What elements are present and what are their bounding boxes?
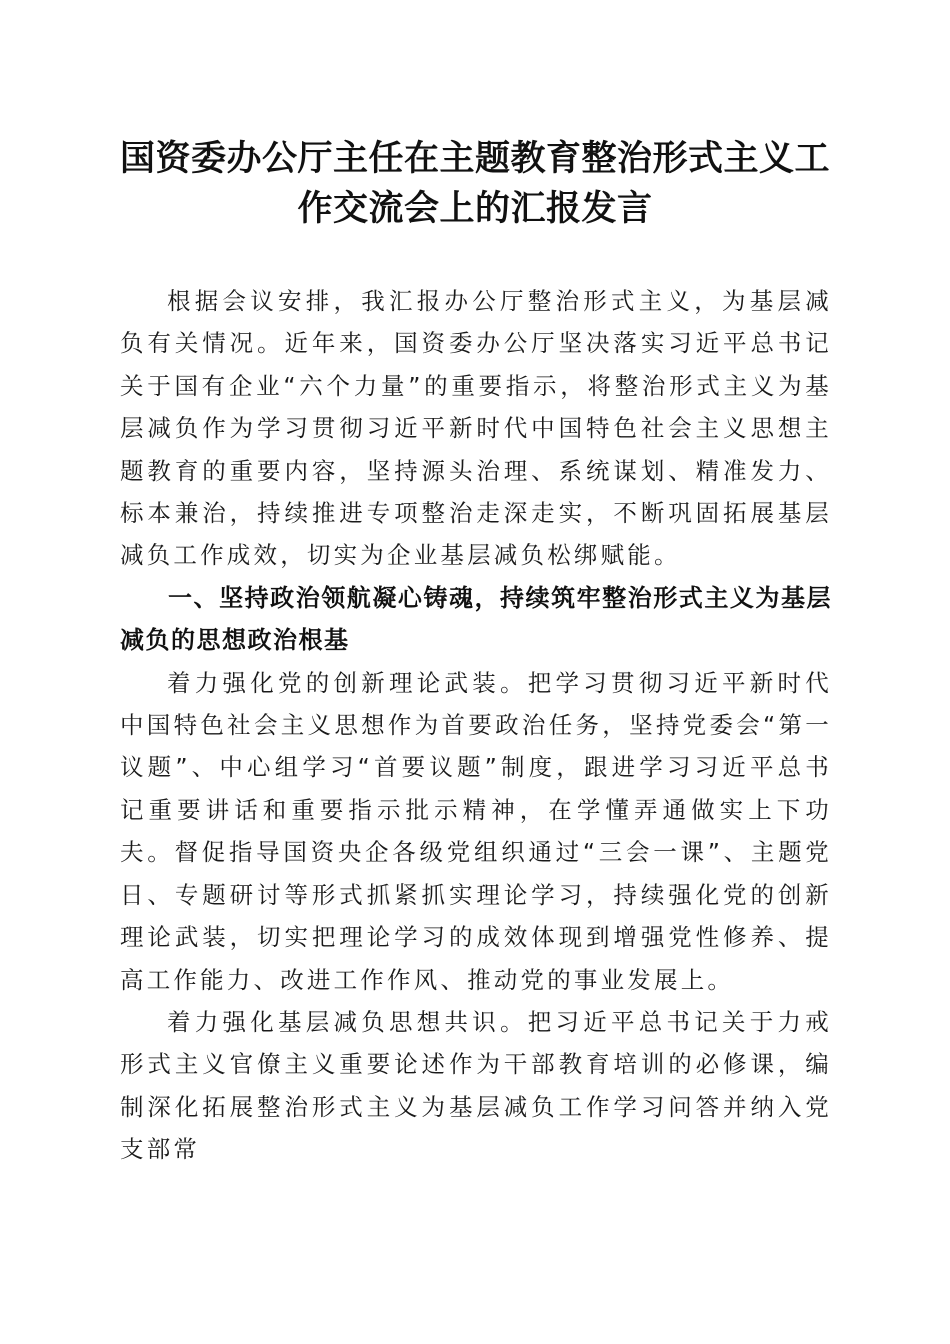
document-title bbox=[110, 134, 840, 234]
document-title-line-1: 国资委办公厅主任在主题教育整治形式主义工 bbox=[119, 138, 830, 179]
intro-paragraph: 根据会议安排，我汇报办公厅整治形式主义，为基层减负有关情况。近年来，国资委办公厅坚决落实习近平总书记关于国有企业“六个力量”的重要指示，将整治形式主义为基层减负作为学习贯彻习近平新时代中国特色社会主义思想主题教育的重要内容，坚持源头治理、系统谋划、精准发力、标本兼治，持续推进专项整治走深走实，不断巩固拓展基层减负工作成效，切实为企业基层减负松绑赋能。 bbox=[120, 287, 832, 570]
document-title-line-2: 作交流会上的汇报发言 bbox=[297, 188, 653, 229]
document-body bbox=[120, 280, 832, 1171]
body-paragraph: 着力强化基层减负思想共识。把习近平总书记关于力戒形式主义官僚主义重要论述作为干部教育培训的必修课，编制深化拓展整治形式主义为基层减负工作学习问答并纳入党支部常 bbox=[120, 1007, 832, 1164]
section-heading: 一、坚持政治领航凝心铸魂，持续筑牢整治形式主义为基层减负的思想政治根基 bbox=[120, 583, 832, 655]
body-paragraph: 着力强化党的创新理论武装。把学习贯彻习近平新时代中国特色社会主义思想作为首要政治任务，坚持党委会“第一议题”、中心组学习“首要议题”制度，跟进学习习近平总书记重要讲话和重要指示批示精神，在学懂弄通做实上下功夫。督促指导国资央企各级党组织通过“三会一课”、主题党日、专题研讨等形式抓紧抓实理论学习，持续强化党的创新理论武装，切实把理论学习的成效体现到增强党性修养、提高工作能力、改进工作作风、推动党的事业发展上。 bbox=[120, 668, 832, 994]
